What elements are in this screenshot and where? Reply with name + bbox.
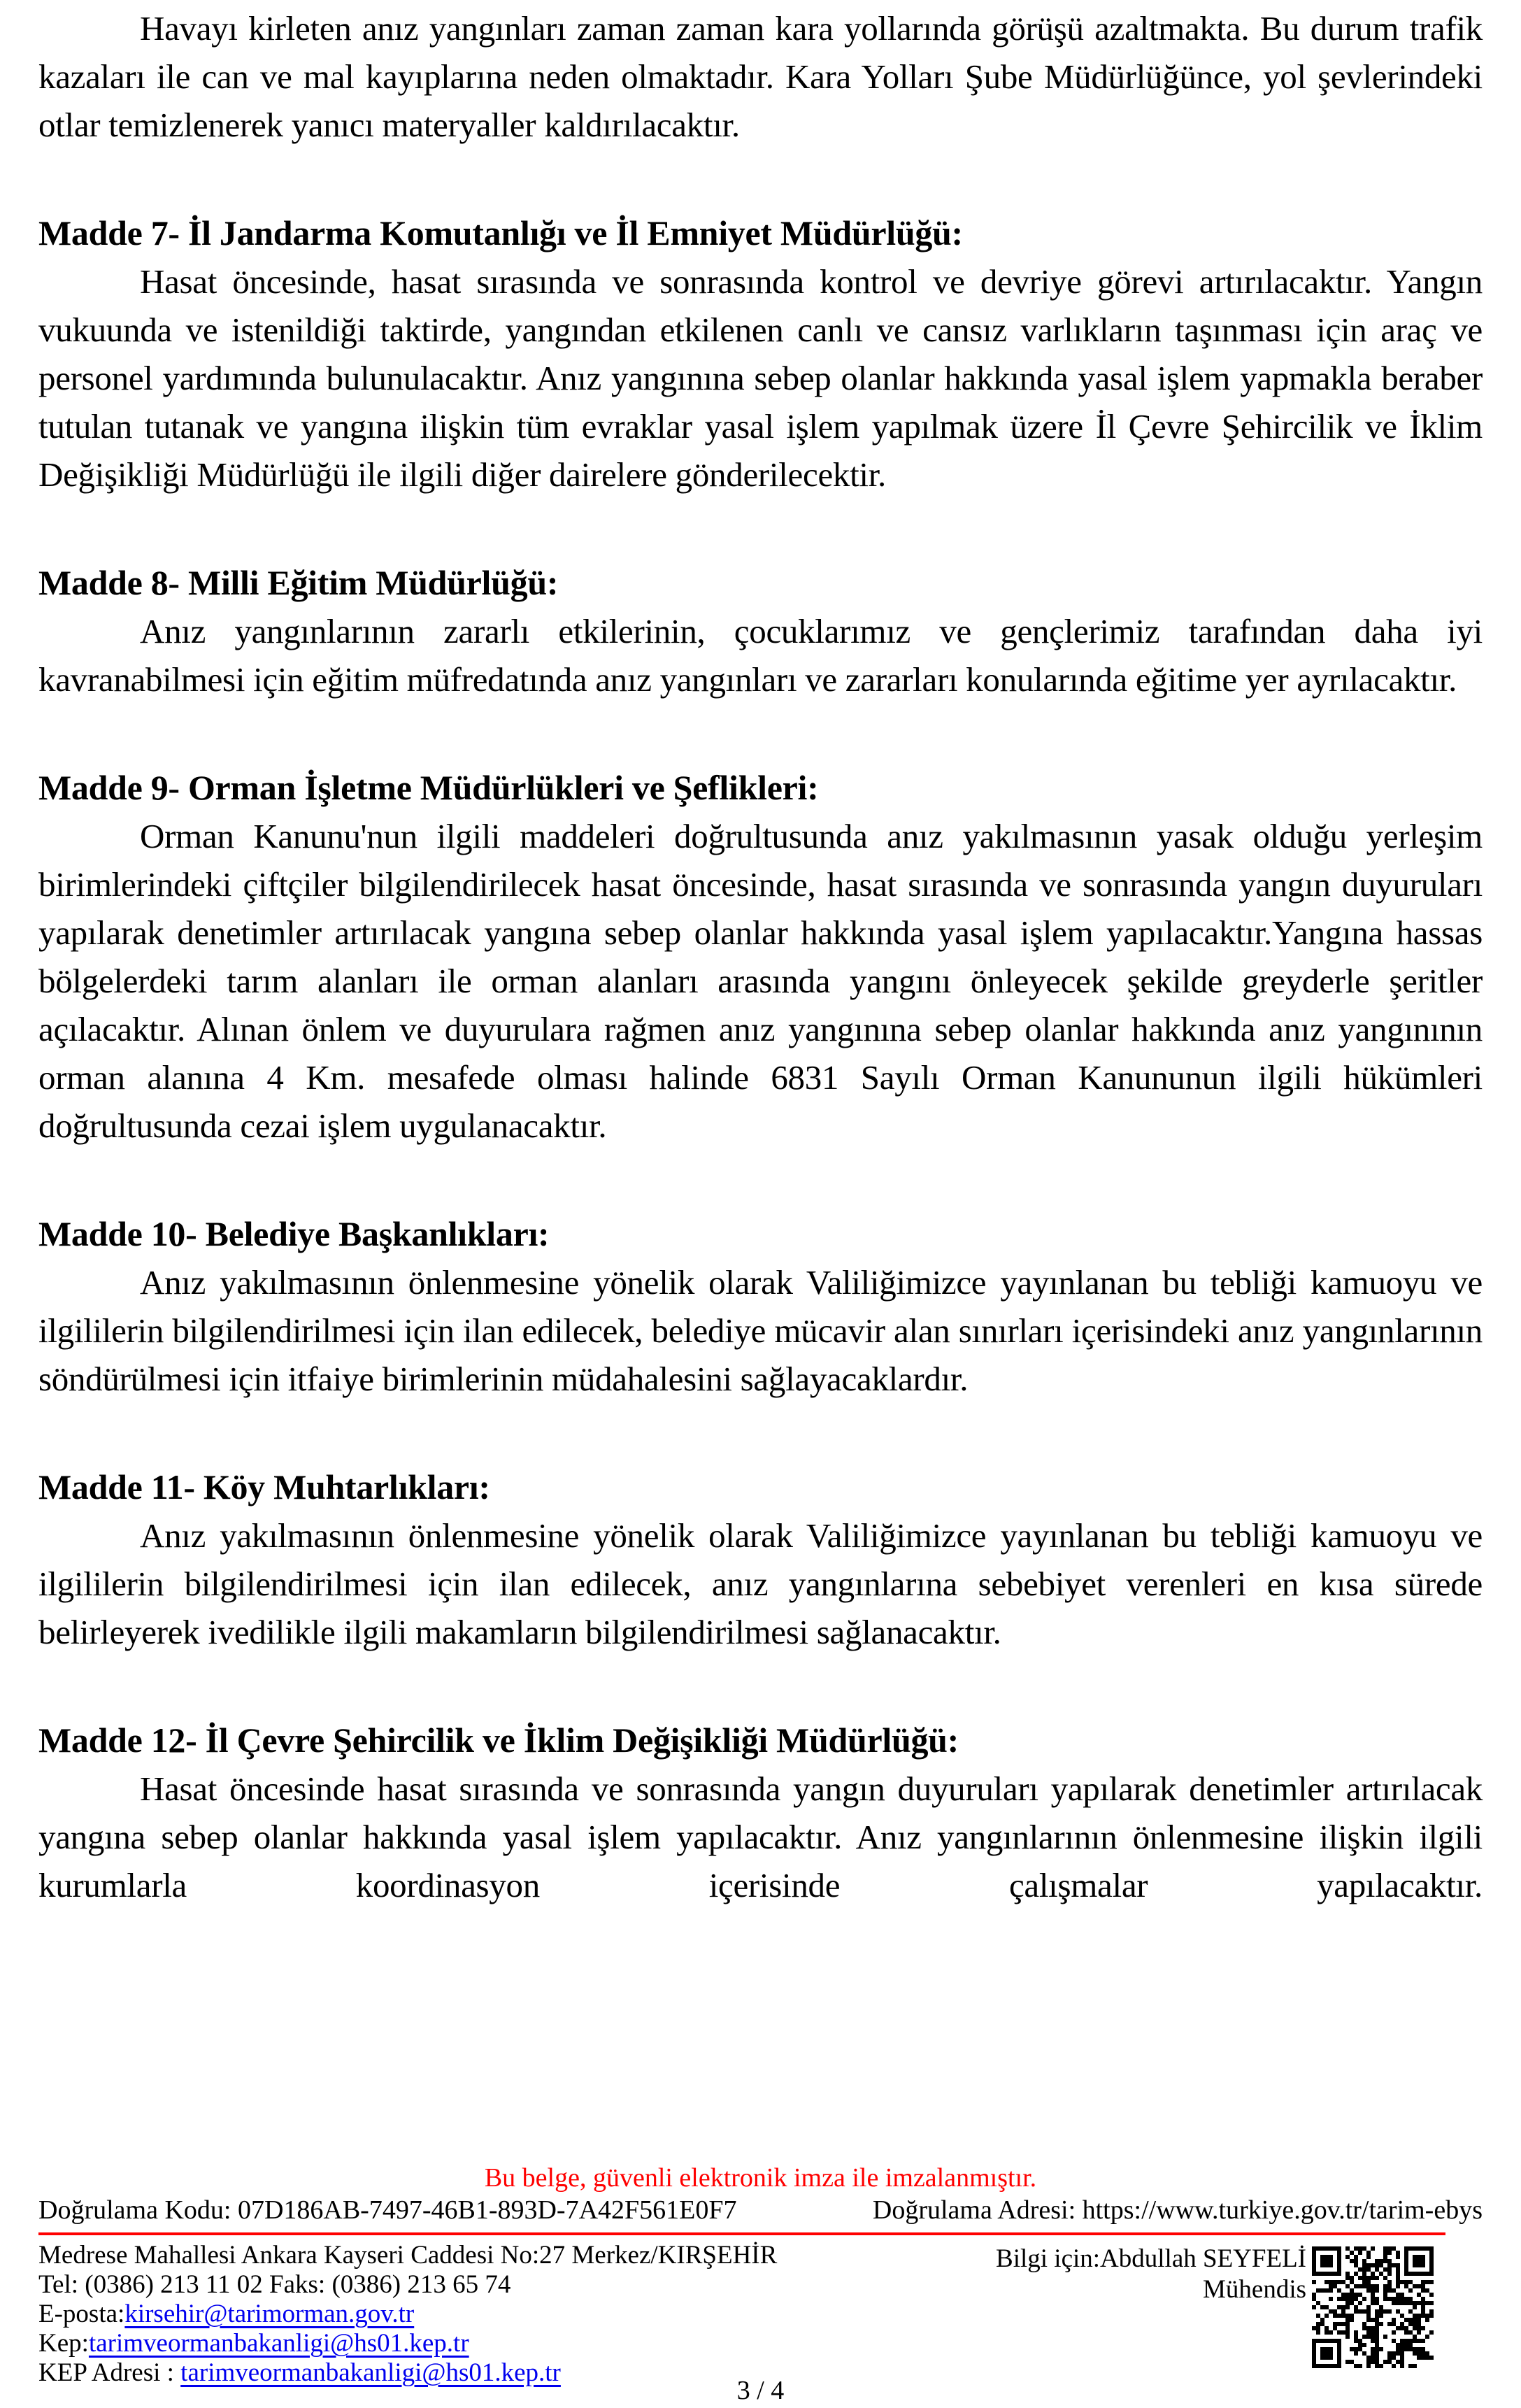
madde-7-paragraph: Hasat öncesinde, hasat sırasında ve sonrasında kontrol ve devriye görevi artırılacaktır. Yangın vukuunda ve istenildiği taktirde, yangından etkilenen canlı ve cansız varlıkların taşınması için araç ve personel yardımında bulunulacaktır. Anız yangınına sebep olanlar hakkında yasal işlem yapmakla beraber tutulan tutanak ve yangına ilişkin tüm evraklar yasal işlem yapılmak üzere İl Çevre Şehircilik ve İklim Değişikliği Müdürlüğü ile ilgili diğer dairelere gönderilecektir. <box>38 262 1483 494</box>
madde-11-paragraph: Anız yakılmasının önlenmesine yönelik olarak Valiliğimizce yayınlanan bu tebliği kamuoyu ve ilgililerin bilgilendirilmesi için ilan edilecek, anız yangınlarına sebebiyet verenleri en kısa sürede belirleyerek ivedilikle ilgili makamların bilgilendirilmesi sağlanacaktır. <box>38 1516 1483 1651</box>
contact-title: Mühendis <box>1203 2275 1306 2304</box>
document-body <box>38 4 1483 1909</box>
kep-line <box>38 2329 777 2358</box>
madde-10-paragraph: Anız yakılmasının önlenmesine yönelik olarak Valiliğimizce yayınlanan bu tebliği kamuoyu ve ilgililerin bilgilendirilmesi için ilan edilecek, belediye mücavir alan sınırları içerisindeki anız yangınlarının söndürülmesi için itfaiye birimlerinin müdahalesini sağlayacaklardır. <box>38 1263 1483 1398</box>
address-line: Medrese Mahallesi Ankara Kayseri Caddesi No:27 Merkez/KIRŞEHİR <box>38 2241 778 2270</box>
section-madde-7 <box>38 209 1483 499</box>
section-madde-8 <box>38 559 1483 704</box>
kep-label: Kep: <box>38 2329 89 2358</box>
verification-code: Doğrulama Kodu: 07D186AB-7497-46B1-893D-7A42F561E0F7 <box>38 2195 737 2225</box>
qr-code <box>1312 2246 1434 2368</box>
email-link[interactable]: kirsehir@tarimorman.gov.tr <box>124 2300 415 2328</box>
contact-person: Bilgi için:Abdullah SEYFELİ <box>996 2244 1306 2273</box>
page-number: 3 / 4 <box>736 2376 785 2405</box>
esignature-note: Bu belge, güvenli elektronik imza ile imzalanmıştır. <box>484 2163 1037 2193</box>
section-madde-12 <box>38 1716 1483 1909</box>
section-madde-10 <box>38 1210 1483 1403</box>
madde-12-paragraph: Hasat öncesinde hasat sırasında ve sonrasında yangın duyuruları yapılarak denetimler artırılacak yangına sebep olanlar hakkında yasal işlem yapılacaktır. Anız yangınlarının önlenmesine ilişkin ilgili kurumlarla koordinasyon içerisinde çalışmalar yapılacaktır. <box>38 1769 1483 1904</box>
kep-link[interactable]: tarimveormanbakanligi@hs01.kep.tr <box>88 2329 469 2358</box>
kep-address-link[interactable]: tarimveormanbakanligi@hs01.kep.tr <box>180 2358 561 2387</box>
intro-paragraph: Havayı kirleten anız yangınları zaman zaman kara yollarında görüşü azaltmakta. Bu durum trafik kazaları ile can ve mal kayıplarına neden olmaktadır. Kara Yolları Şube Müdürlüğünce, yol şevlerindeki otlar temizlenerek yanıcı materyaller kaldırılacaktır. <box>38 9 1483 144</box>
email-label: E-posta: <box>38 2300 125 2328</box>
footer-separator-line <box>38 2232 1445 2235</box>
kep-address-label: KEP Adresi : <box>38 2358 181 2387</box>
section-madde-9 <box>38 764 1483 1150</box>
madde-7-heading: Madde 7- İl Jandarma Komutanlığı ve İl Emniyet Müdürlüğü: <box>38 213 963 252</box>
madde-12-heading: Madde 12- İl Çevre Şehircilik ve İklim Değişikliği Müdürlüğü: <box>38 1720 959 1760</box>
madde-10-heading: Madde 10- Belediye Başkanlıkları: <box>38 1214 550 1253</box>
email-line <box>38 2300 777 2329</box>
verification-row <box>38 2195 1483 2225</box>
phone-line: Tel: (0386) 213 11 02 Faks: (0386) 213 65 74 <box>38 2270 511 2299</box>
madde-9-paragraph: Orman Kanunu'nun ilgili maddeleri doğrultusunda anız yakılmasının yasak olduğu yerleşim birimlerindeki çiftçiler bilgilendirilecek hasat öncesinde, hasat sırasında ve sonrasında yangın duyuruları yapılarak denetimler artırılacak yangına sebep olanlar hakkında yasal işlem yapılacaktır.Yangına hassas bölgelerdeki tarım alanları ile orman alanları arasında yangını önleyecek şekilde greyderle şeritler açılacaktır. Alınan önlem ve duyurulara rağmen anız yangınına sebep olanlar hakkında anız yangınının orman alanına 4 Km. mesafede olması halinde 6831 Sayılı Orman Kanununun ilgili hükümleri doğrultusunda cezai işlem uygulanacaktır. <box>38 817 1483 1145</box>
verification-address: Doğrulama Adresi: https://www.turkiye.gov.tr/tarim-ebys <box>872 2195 1483 2225</box>
contact-person-block <box>996 2244 1306 2305</box>
madde-11-heading: Madde 11- Köy Muhtarlıkları: <box>38 1467 490 1506</box>
madde-8-paragraph: Anız yangınlarının zararlı etkilerinin, çocuklarımız ve gençlerimiz tarafından daha iyi kavranabilmesi için eğitim müfredatında anız yangınları ve zararları konularında eğitime yer ayrılacaktır. <box>38 612 1483 699</box>
section-madde-11 <box>38 1463 1483 1656</box>
madde-8-heading: Madde 8- Milli Eğitim Müdürlüğü: <box>38 563 559 602</box>
contact-block <box>38 2241 777 2388</box>
madde-9-heading: Madde 9- Orman İşletme Müdürlükleri ve Şeflikleri: <box>38 768 819 807</box>
